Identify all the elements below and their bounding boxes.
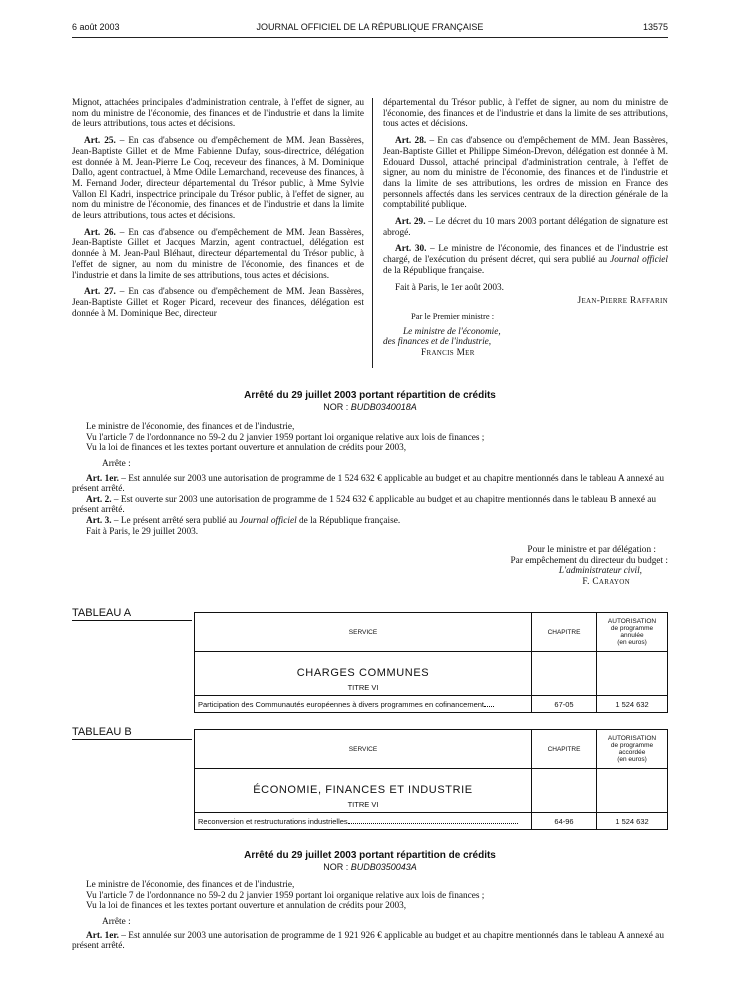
arrete-label: Arrête : bbox=[102, 916, 131, 927]
row-service bbox=[195, 813, 532, 830]
article-label: Art. 2. bbox=[86, 494, 112, 505]
article-text: – Le décret du 10 mars 2003 portant délégation de signature est abrogé. bbox=[383, 217, 669, 238]
article-text: – En cas d'absence ou d'empêchement de MM. Jean Bassères, Jean-Baptiste Gillet et Philippe Siméon-Drevon, délégation est donnée à M. Edouard Dussol, attaché principal d'administration centrale, à l'effet de signer, au nom du ministre de l'économie, des finances et de l'industrie et dans la limite de ses attributions, les ordres de mission en France des personnels affectés dans les services centraux de la direction générale de la comptabilité publique. bbox=[383, 136, 668, 211]
article-text: – Le ministre de l'économie, des finances et de l'industrie est chargé, de l'exécution du présent décret, qui sera publié au bbox=[383, 244, 668, 266]
titre-label: TITRE VI bbox=[347, 683, 379, 692]
article-text: – Est annulée sur 2003 une autorisation de programme de 1 524 632 € applicable au budget et au chapitre mentionnés dans le tableau A annexé au présent arrêté. bbox=[72, 473, 664, 495]
arrete-article-2 bbox=[72, 495, 668, 516]
nor-code: BUDB0350043A bbox=[350, 861, 417, 872]
signature-block bbox=[72, 545, 668, 587]
table-header-row bbox=[195, 730, 668, 769]
signature-line-3: L'administrateur civil, bbox=[558, 566, 642, 577]
row-montant: 1 524 632 bbox=[597, 813, 668, 830]
tableau-b-label bbox=[72, 726, 182, 738]
header-autorisation-1: AUTORISATION bbox=[607, 618, 657, 625]
tableau-b bbox=[194, 729, 668, 830]
visa-loi: Vu la loi de finances et les textes portant ouverture et annulation de crédits pour 2003, bbox=[86, 901, 407, 912]
arrete-label: Arrête : bbox=[102, 458, 131, 469]
article-label: Art. 30. bbox=[395, 244, 427, 255]
table-header-row bbox=[195, 613, 668, 652]
arrete-article-1 bbox=[72, 931, 668, 952]
header-autorisation-4: (en euros) bbox=[617, 756, 647, 763]
article-label: Art. 3. bbox=[86, 515, 112, 526]
article-text: – Le présent arrêté sera publié au bbox=[111, 515, 240, 526]
right-column bbox=[383, 98, 668, 359]
visa-minister: Le ministre de l'économie, des finances et de l'industrie, bbox=[86, 422, 295, 433]
article-text: – Est ouverte sur 2003 une autorisation de programme de 1 524 632 € applicable au budget et au chapitre mentionnés dans le tableau B annexé au présent arrêté. bbox=[72, 494, 657, 516]
article-text: – Est annulée sur 2003 une autorisation de programme de 1 921 926 € applicable au budget et au chapitre mentionnés dans le tableau A annexé au présent arrêté. bbox=[72, 930, 664, 952]
article-text: – En cas d'absence ou d'empêchement de MM. Jean Bassères, Jean-Baptiste Gillet et Roger Picard, receveur des finances, délégation est donnée à M. Dominique Bec, directeur bbox=[72, 287, 364, 319]
nor-code: BUDB0340018A bbox=[350, 401, 417, 412]
header-service: SERVICE bbox=[195, 730, 532, 769]
nor-label: NOR : bbox=[323, 401, 351, 412]
nor-label: NOR : bbox=[323, 861, 351, 872]
article-25 bbox=[72, 136, 364, 222]
left-column bbox=[72, 98, 364, 325]
signature-line-2: Par empêchement du directeur du budget : bbox=[510, 555, 668, 566]
article-text: – En cas d'absence ou d'empêchement de MM. Jean Bassères, Jean-Baptiste Gillet et Jacques Marzin, agent contractuel, délégation est donnée à M. Jean-Paul Bléhaut, directeur départemental du Trésor public, à l'effet de signer, au nom du ministre de l'économie, des finances et de l'industrie et dans la limite de ses attributions, tous actes et décisions. bbox=[72, 227, 364, 281]
header-date: 6 août 2003 bbox=[72, 22, 120, 32]
page-header bbox=[72, 22, 668, 36]
header-service: SERVICE bbox=[195, 613, 532, 652]
signatory-name: Jean-Pierre Raffarin bbox=[577, 296, 668, 307]
empty-cell bbox=[597, 769, 668, 813]
row-montant: 1 524 632 bbox=[597, 696, 668, 713]
header-chapitre: CHAPITRE bbox=[532, 613, 597, 652]
header-autorisation-3: accordée bbox=[618, 749, 646, 756]
header-rule bbox=[72, 37, 668, 38]
article-text: de la République française. bbox=[383, 265, 485, 276]
article-text: de la République française. bbox=[296, 515, 401, 526]
section-cell bbox=[195, 652, 532, 696]
row-chapitre: 67-05 bbox=[532, 696, 597, 713]
arrete-article-1 bbox=[72, 474, 668, 495]
visa-ordonnance: Vu l'article 7 de l'ordonnance no 59-2 du 2 janvier 1959 portant loi organique relative aux lois de finances ; bbox=[86, 890, 485, 901]
table-row bbox=[195, 813, 668, 830]
row-chapitre: 64-96 bbox=[532, 813, 597, 830]
column-divider bbox=[372, 98, 373, 368]
article-label: Art. 25. bbox=[84, 136, 116, 147]
header-page-number: 13575 bbox=[642, 22, 668, 32]
nor-reference bbox=[72, 862, 668, 873]
article-label: Art. 29. bbox=[395, 217, 426, 228]
arrete-title: Arrêté du 29 juillet 2003 portant répartition de crédits bbox=[244, 390, 496, 401]
tableau-label-text: TABLEAU B bbox=[72, 726, 132, 738]
row-service-text: Reconversion et restructurations industrielles bbox=[198, 816, 348, 826]
fait-a-paris: Fait à Paris, le 29 juillet 2003. bbox=[86, 526, 199, 537]
header-autorisation-2: de programme bbox=[610, 742, 654, 749]
tableau-a-label bbox=[72, 607, 182, 619]
article-26 bbox=[72, 228, 364, 282]
table-row bbox=[195, 696, 668, 713]
article-28 bbox=[383, 136, 668, 211]
article-30 bbox=[383, 244, 668, 276]
section-cell bbox=[195, 769, 532, 813]
article-29 bbox=[383, 217, 668, 238]
signature-name: F. Carayon bbox=[582, 576, 630, 587]
article-label: Art. 1er. bbox=[86, 930, 119, 941]
par-ministre: Par le Premier ministre : bbox=[411, 310, 495, 321]
visa-ordonnance: Vu l'article 7 de l'ordonnance no 59-2 du 2 janvier 1959 portant loi organique relative aux lois de finances ; bbox=[86, 432, 485, 443]
arrete-article-3 bbox=[72, 516, 668, 527]
visa-loi: Vu la loi de finances et les textes portant ouverture et annulation de crédits pour 2003, bbox=[86, 443, 407, 454]
empty-cell bbox=[532, 769, 597, 813]
titre-label: TITRE VI bbox=[347, 800, 379, 809]
journal-name: Journal officiel bbox=[239, 515, 297, 526]
signature-line-1: Pour le ministre et par délégation : bbox=[527, 545, 656, 556]
table-section-row bbox=[195, 769, 668, 813]
header-autorisation-2: de programme bbox=[610, 625, 654, 632]
minister-line-2: des finances et de l'industrie, bbox=[383, 337, 492, 348]
fait-a-paris: Fait à Paris, le 1er août 2003. bbox=[395, 282, 504, 293]
empty-cell bbox=[532, 652, 597, 696]
header-journal: JOURNAL OFFICIEL DE LA RÉPUBLIQUE FRANÇAISE bbox=[256, 22, 484, 32]
header-chapitre: CHAPITRE bbox=[532, 730, 597, 769]
header-autorisation-1: AUTORISATION bbox=[607, 735, 657, 742]
arrete-title: Arrêté du 29 juillet 2003 portant répartition de crédits bbox=[244, 850, 496, 861]
empty-cell bbox=[597, 652, 668, 696]
header-autorisation-4: (en euros) bbox=[617, 639, 647, 646]
right-paragraph: départemental du Trésor public, à l'effet de signer, au nom du ministre de l'économie, des finances et de l'industrie et dans la limite de ses attributions, tous actes et décisions. bbox=[383, 98, 668, 130]
minister-name: Francis Mer bbox=[421, 348, 475, 359]
header-autorisation bbox=[597, 730, 668, 769]
tableau-label-text: TABLEAU A bbox=[72, 607, 132, 619]
journal-name: Journal officiel bbox=[610, 255, 668, 266]
nor-reference bbox=[72, 402, 668, 413]
left-paragraph: Mignot, attachées principales d'administration centrale, à l'effet de signer, au nom du ministre de l'économie, des finances et de l'industrie et dans la limite de leurs attributions, tous actes et décisions. bbox=[72, 98, 364, 130]
article-27 bbox=[72, 287, 364, 319]
table-section-row bbox=[195, 652, 668, 696]
section-title: CHARGES COMMUNES bbox=[296, 667, 430, 679]
arrete-2 bbox=[72, 851, 668, 952]
row-service bbox=[195, 696, 532, 713]
visa-minister: Le ministre de l'économie, des finances et de l'industrie, bbox=[86, 880, 295, 891]
article-label: Art. 1er. bbox=[86, 473, 119, 484]
arrete-1 bbox=[72, 391, 668, 588]
minister-line-1: Le ministre de l'économie, bbox=[403, 326, 501, 337]
header-autorisation bbox=[597, 613, 668, 652]
section-title: ÉCONOMIE, FINANCES ET INDUSTRIE bbox=[253, 784, 473, 796]
article-label: Art. 26. bbox=[84, 227, 116, 238]
article-label: Art. 27. bbox=[84, 287, 116, 298]
row-service-text: Participation des Communautés européennes à divers programmes en cofinancement bbox=[198, 699, 484, 709]
article-label: Art. 28. bbox=[395, 136, 427, 147]
article-text: – En cas d'absence ou d'empêchement de MM. Jean Bassères, Jean-Baptiste Gillet et de Mme Fabienne Dufay, sous-directrice, délégation est donnée à M. Jean-Pierre Le Coq, receveur des finances, à M. Dominique Dallo, agent contractuel, à Mme Odile Lemarchand, receveuse des finances, à M. Fernand Joder, directeur départemental du Trésor public, à Mme Sylvie Vallon El Kadri, inspectrice principale du Trésor public, à l'effet de signer, au nom du ministre de l'économie, des finances et de l'industrie et dans la limite de leurs attributions, tous actes et décisions. bbox=[72, 136, 364, 222]
header-autorisation-3: annulée bbox=[620, 632, 644, 639]
tableau-a bbox=[194, 612, 668, 713]
